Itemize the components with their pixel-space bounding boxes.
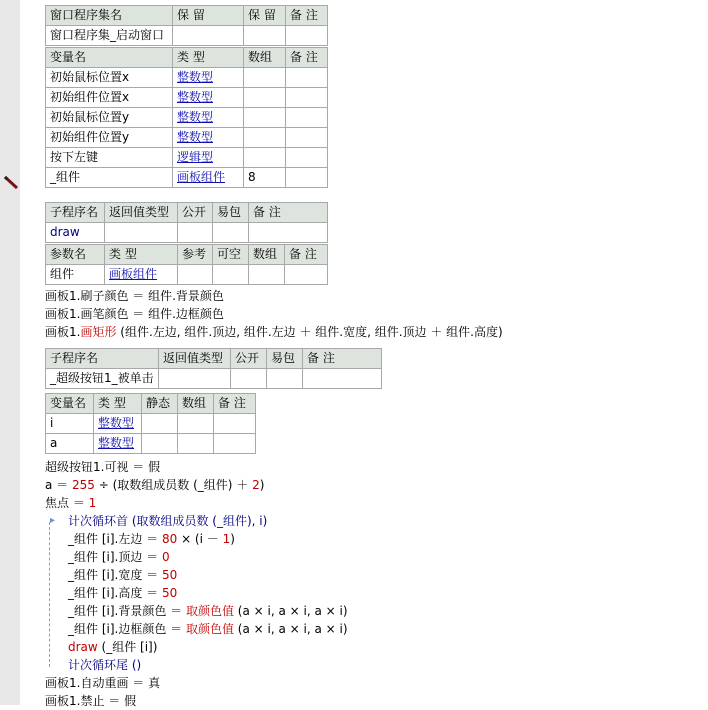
code-token: 焦点 ＝ [45,496,89,510]
code-token: × (i － [177,532,223,546]
table-cell[interactable] [249,223,328,243]
header-cell: 类 型 [94,394,142,414]
subroutine-draw-table [45,202,328,243]
code-line[interactable] [68,620,348,638]
table-cell[interactable] [249,265,285,285]
code-line[interactable] [45,476,264,494]
header-cell: 备 注 [285,245,328,265]
code-line[interactable] [68,530,235,548]
code-token: a ＝ [45,478,72,492]
param-type-cell[interactable]: 画板组件 [105,265,178,285]
code-function: 取颜色值 [185,622,234,636]
code-number: 1 [88,496,97,510]
table-cell[interactable] [178,265,213,285]
header-cell: 保 留 [173,6,244,26]
table-cell[interactable] [286,128,328,148]
code-token: ÷ (取数组成员数 (_组件) ＋ [94,478,253,492]
table-row [46,128,328,148]
var-type-cell[interactable]: 整数型 [94,434,142,454]
code-line[interactable] [68,566,177,584]
table-cell[interactable] [178,414,214,434]
table-row [46,108,328,128]
subroutine-draw-params-table [45,244,328,285]
header-cell: 类 型 [173,48,244,68]
var-type-cell[interactable]: 整数型 [94,414,142,434]
code-token: _组件 [i].高度 ＝ [68,586,162,600]
table-cell[interactable] [286,68,328,88]
code-number: 1 [222,532,231,546]
header-cell: 类 型 [105,245,178,265]
table-cell[interactable] [159,369,231,389]
table-cell[interactable] [286,108,328,128]
header-cell: 保 留 [244,6,286,26]
var-type-cell[interactable]: 整数型 [173,88,244,108]
code-token: ) [230,532,235,546]
table-cell[interactable] [213,265,249,285]
header-cell: 易包 [213,203,249,223]
header-cell: 变量名 [46,394,94,414]
code-number: 2 [252,478,260,492]
header-cell: 参数名 [46,245,105,265]
table-cell[interactable] [105,223,178,243]
code-token: _组件 [i].顶边 ＝ [68,550,162,564]
table-cell[interactable] [214,434,256,454]
var-type-cell[interactable]: 逻辑型 [173,148,244,168]
header-cell: 公开 [231,349,267,369]
table-cell[interactable] [286,148,328,168]
var-name-cell[interactable]: 初始鼠标位置x [46,68,173,88]
code-line[interactable]: 画板1.自动重画 ＝ 真 [45,676,161,690]
table-cell[interactable] [178,434,214,454]
var-name-cell[interactable]: a [46,434,94,454]
table-cell[interactable] [178,223,213,243]
code-token: _组件 [i].边框颜色 ＝ [68,622,186,636]
var-name-cell[interactable]: 按下左键 [46,148,173,168]
loop-tail[interactable]: 计次循环尾 () [68,658,142,672]
code-number: 50 [161,568,178,582]
table-cell[interactable] [286,168,328,188]
var-type-cell[interactable]: 画板组件 [173,168,244,188]
code-line[interactable]: 画板1.刷子颜色 ＝ 组件.背景颜色 [45,289,224,303]
header-cell: 备 注 [249,203,328,223]
code-line[interactable]: 画板1.画笔颜色 ＝ 组件.边框颜色 [45,307,224,321]
table-cell[interactable] [244,128,286,148]
header-cell: 易包 [267,349,303,369]
subroutine-name-cell[interactable]: _超级按钮1_被单击 [46,369,159,389]
table-cell[interactable] [244,108,286,128]
var-name-cell[interactable]: 初始鼠标位置y [46,108,173,128]
header-cell: 备 注 [286,6,328,26]
table-cell[interactable] [286,26,328,46]
code-token: (组件.左边, 组件.顶边, 组件.左边 ＋ 组件.宽度, 组件.顶边 ＋ 组件.高度) [116,325,503,339]
table-cell[interactable] [173,26,244,46]
header-cell: 参考 [178,245,213,265]
code-number: 0 [161,550,170,564]
table-cell[interactable] [142,434,178,454]
code-function: draw [68,640,98,654]
code-token: _组件 [i].背景颜色 ＝ [68,604,186,618]
pencil-icon [3,174,19,190]
code-function: 画矩形 [80,325,117,339]
header-cell: 窗口程序集名 [46,6,173,26]
code-line[interactable] [45,323,503,341]
code-line[interactable] [68,584,177,602]
code-token: (a × i, a × i, a × i) [233,604,348,618]
header-cell: 可空 [213,245,249,265]
loop-guide-line [49,522,50,667]
header-cell: 子程序名 [46,203,105,223]
table-cell[interactable] [142,414,178,434]
table-row [46,88,328,108]
code-number: 50 [161,586,178,600]
code-number: 255 [71,478,95,492]
table-cell[interactable] [244,148,286,168]
header-cell: 数组 [249,245,285,265]
assembly-variables-table [45,47,328,188]
subroutine-name-cell[interactable]: draw [46,223,105,243]
assembly-table [45,5,328,46]
code-line[interactable]: 画板1.禁止 ＝ 假 [45,694,137,708]
code-number: 80 [161,532,178,546]
table-cell[interactable] [213,223,249,243]
table-row [46,265,328,285]
loop-arrow-icon: ▸ [50,515,56,526]
header-cell: 返回值类型 [105,203,178,223]
code-token: (_组件 [i]) [97,640,158,654]
header-cell: 子程序名 [46,349,159,369]
param-name-cell[interactable]: 组件 [46,265,105,285]
loop-head[interactable]: 计次循环首 (取数组成员数 (_组件), i) [68,514,268,528]
header-cell: 备 注 [303,349,382,369]
header-cell: 变量名 [46,48,173,68]
var-type-cell[interactable]: 整数型 [173,128,244,148]
local-variables-table [45,393,256,454]
table-cell[interactable] [303,369,382,389]
code-line[interactable] [68,548,170,566]
table-row [46,168,328,188]
header-cell: 返回值类型 [159,349,231,369]
table-row [46,434,256,454]
table-cell[interactable]: 8 [244,168,286,188]
header-cell: 公开 [178,203,213,223]
table-row [46,414,256,434]
code-function: 取颜色值 [185,604,234,618]
code-token: _组件 [i].左边 ＝ [68,532,162,546]
table-cell[interactable] [214,414,256,434]
code-token: 画板1. [45,325,81,339]
header-cell: 备 注 [286,48,328,68]
table-row [46,148,328,168]
code-line[interactable] [45,494,96,512]
var-type-cell[interactable]: 整数型 [173,68,244,88]
table-cell[interactable] [244,26,286,46]
var-name-cell[interactable]: 初始组件位置y [46,128,173,148]
code-line[interactable]: 超级按钮1.可视 ＝ 假 [45,460,161,474]
table-cell[interactable] [267,369,303,389]
var-name-cell[interactable]: i [46,414,94,434]
header-cell: 数组 [178,394,214,414]
table-cell[interactable] [244,68,286,88]
table-row [46,68,328,88]
subroutine-click-table [45,348,382,389]
code-line[interactable] [68,638,157,656]
code-token: (a × i, a × i, a × i) [233,622,348,636]
table-cell[interactable] [244,88,286,108]
code-token: _组件 [i].宽度 ＝ [68,568,162,582]
editor-gutter [0,0,20,705]
var-type-cell[interactable]: 整数型 [173,108,244,128]
var-name-cell[interactable]: 初始组件位置x [46,88,173,108]
code-line[interactable] [68,602,348,620]
assembly-name-cell[interactable]: 窗口程序集_启动窗口 [46,26,173,46]
table-cell[interactable] [231,369,267,389]
table-cell[interactable] [286,88,328,108]
header-cell: 备 注 [214,394,256,414]
header-cell: 静态 [142,394,178,414]
header-cell: 数组 [244,48,286,68]
code-token: ) [259,478,265,492]
var-name-cell[interactable]: _组件 [46,168,173,188]
table-cell[interactable] [285,265,328,285]
